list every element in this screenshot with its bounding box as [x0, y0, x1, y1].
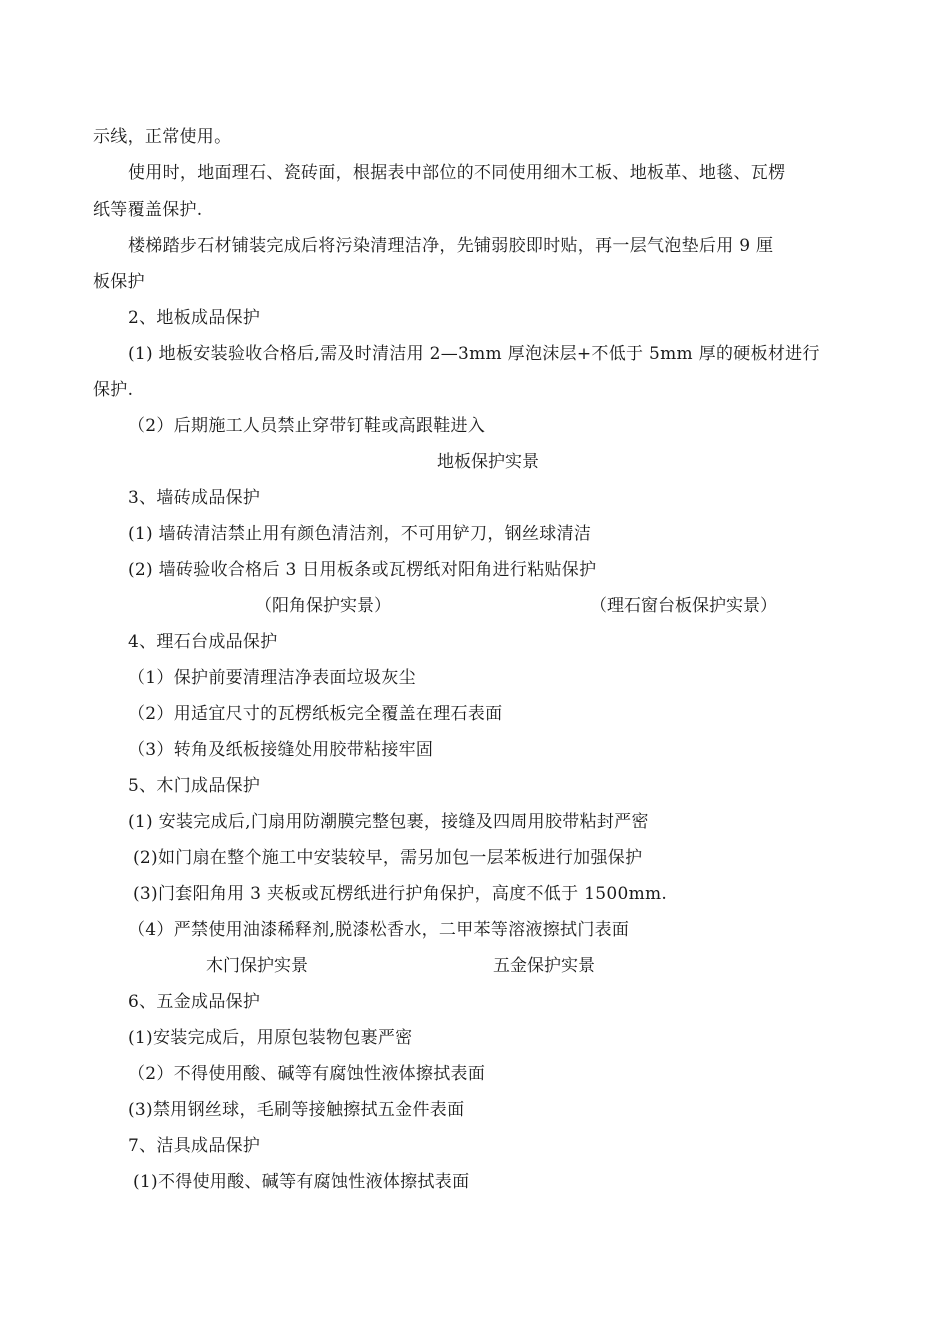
list-item: (1) 安装完成后,门扇用防潮膜完整包裹，接缝及四周用胶带粘封严密 [128, 812, 649, 832]
list-item: (3)禁用钢丝球，毛刷等接触擦拭五金件表面 [128, 1100, 465, 1120]
section-heading: 7、洁具成品保护 [128, 1136, 261, 1156]
paragraph-line: 使用时，地面理石、瓷砖面，根据表中部位的不同使用细木工板、地板革、地毯、瓦楞 [128, 163, 786, 183]
section-heading: 2、地板成品保护 [128, 308, 261, 328]
image-caption: 五金保护实景 [493, 956, 595, 976]
paragraph-line: 楼梯踏步石材铺装完成后将污染清理洁净，先铺弱胶即时贴，再一层气泡垫后用 9 厘 [128, 236, 774, 256]
list-item: (1) 墙砖清洁禁止用有颜色清洁剂，不可用铲刀，钢丝球清洁 [128, 524, 592, 544]
section-heading: 3、墙砖成品保护 [128, 488, 261, 508]
image-caption: （阳角保护实景） [255, 596, 391, 616]
list-item: （2）不得使用酸、碱等有腐蚀性液体擦拭表面 [128, 1064, 486, 1084]
list-item: (3)门套阳角用 3 夹板或瓦楞纸进行护角保护，高度不低于 1500mm. [133, 884, 668, 904]
list-item: （2）后期施工人员禁止穿带钉鞋或高跟鞋进入 [128, 416, 486, 436]
paragraph-line: 示线，正常使用。 [93, 127, 232, 147]
paragraph-line: 保护. [93, 380, 134, 400]
image-caption: 木门保护实景 [206, 956, 308, 976]
paragraph-line: 板保护 [93, 272, 145, 292]
section-heading: 4、理石台成品保护 [128, 632, 278, 652]
list-item: (2)如门扇在整个施工中安装较早，需另加包一层苯板进行加强保护 [133, 848, 643, 868]
paragraph-line: (1) 地板安装验收合格后,需及时清洁用 2—3mm 厚泡沫层+不低于 5mm 厚的硬板材进行 [128, 344, 820, 364]
list-item: （4）严禁使用油漆稀释剂,脱漆松香水，二甲苯等溶液擦拭门表面 [128, 920, 630, 940]
list-item: （1）保护前要清理洁净表面垃圾灰尘 [128, 668, 416, 688]
image-caption: （理石窗台板保护实景） [590, 596, 777, 616]
paragraph-line: 纸等覆盖保护. [93, 200, 203, 220]
list-item: （3）转角及纸板接缝处用胶带粘接牢固 [128, 740, 434, 760]
list-item: (2) 墙砖验收合格后 3 日用板条或瓦楞纸对阳角进行粘贴保护 [128, 560, 597, 580]
list-item: （2）用适宜尺寸的瓦楞纸板完全覆盖在理石表面 [128, 704, 503, 724]
image-caption: 地板保护实景 [437, 452, 539, 472]
list-item: (1)安装完成后，用原包装物包裹严密 [128, 1028, 413, 1048]
list-item: (1)不得使用酸、碱等有腐蚀性液体擦拭表面 [133, 1172, 470, 1192]
section-heading: 6、五金成品保护 [128, 992, 261, 1012]
section-heading: 5、木门成品保护 [128, 776, 261, 796]
